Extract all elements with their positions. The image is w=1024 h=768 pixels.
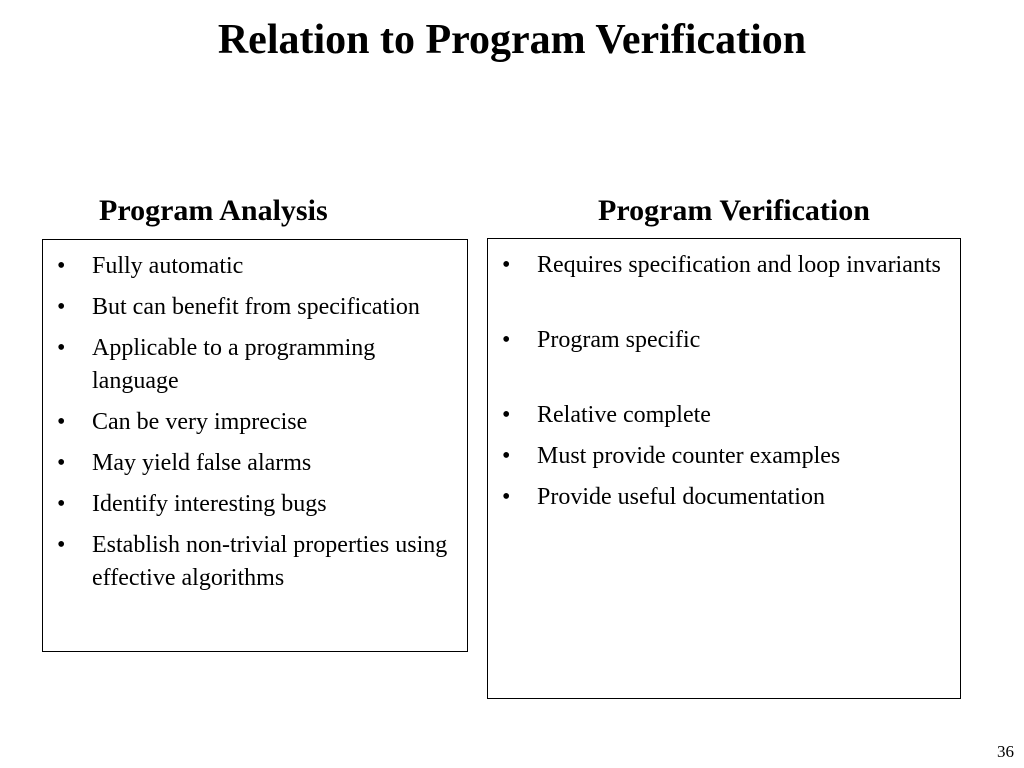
bullet-icon: • [57,532,66,558]
list-item-text: Requires specification and loop invariants [537,252,941,278]
list-item-text: Establish non-trivial properties using effective algorithms [92,532,448,591]
list-item-text: Fully automatic [92,253,244,279]
program-verification-box [487,238,961,699]
list-item-text: Program specific [537,327,701,353]
bullet-icon: • [502,443,511,469]
list-item-text: Relative complete [537,402,711,428]
program-analysis-list [57,250,457,603]
program-verification-heading: Program Verification [598,194,870,227]
program-verification-list [502,249,942,522]
list-item [57,447,457,480]
list-item [57,488,457,521]
bullet-icon: • [57,491,66,517]
bullet-icon: • [57,294,66,320]
list-item [502,249,942,282]
list-item [57,529,457,595]
list-item-text: Must provide counter examples [537,443,841,469]
list-item [57,250,457,283]
list-item [57,332,457,398]
list-item-text: May yield false alarms [92,450,312,476]
list-item-text: Provide useful documentation [537,484,825,510]
list-item-text: Identify interesting bugs [92,491,327,517]
program-analysis-heading: Program Analysis [99,194,328,227]
slide-title: Relation to Program Verification [217,17,807,63]
page-number: 36 [997,742,1014,761]
list-item [502,440,942,473]
list-item [57,291,457,324]
bullet-icon: • [502,327,511,353]
list-item [57,406,457,439]
bullet-icon: • [502,402,511,428]
program-analysis-box [42,239,468,652]
list-item-text: Can be very imprecise [92,409,308,435]
list-item [502,324,942,357]
list-item-text: Applicable to a programming language [92,335,376,394]
list-item [502,399,942,432]
list-item [502,481,942,514]
bullet-icon: • [57,450,66,476]
bullet-icon: • [57,253,66,279]
bullet-icon: • [57,335,66,361]
bullet-icon: • [502,252,511,278]
list-item-text: But can benefit from specification [92,294,420,320]
bullet-icon: • [57,409,66,435]
bullet-icon: • [502,484,511,510]
